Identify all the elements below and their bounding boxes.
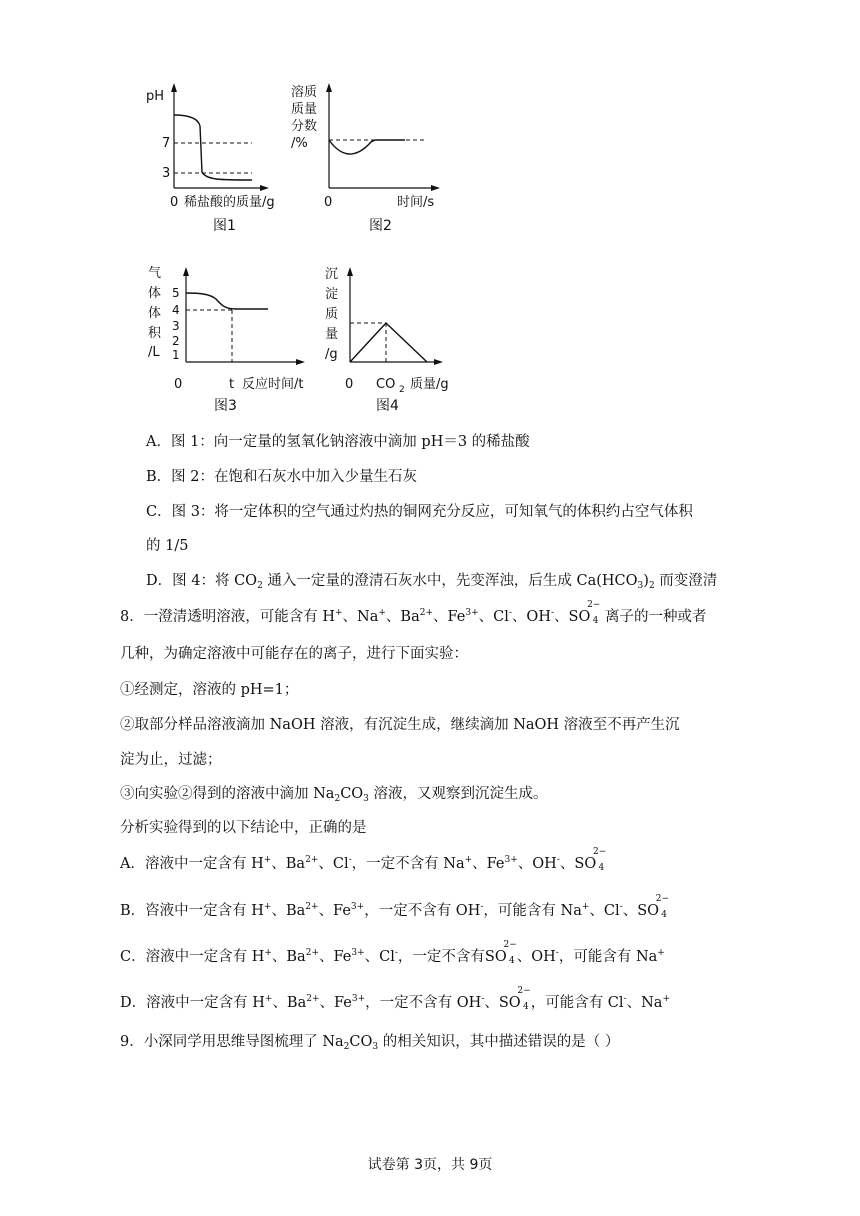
figure-2-ylabel-line-3: 分数 (291, 119, 318, 134)
q8-step-3-post: 溶液，又观察到沉淀生成。 (368, 786, 548, 802)
figure-4-ylabel-line-4: 量 (325, 327, 339, 342)
figure-3-ylabel-line-1: 气 (148, 266, 162, 281)
figure-4-graph (320, 262, 470, 422)
q8-option-c-mid2: ，可能含有 Na (558, 949, 658, 965)
q8-option-a: A．溶液中一定含有 H+、$Ba^{2+}$、Cl-，一定不含有 Na+、$Fe^{3+}$、OH-、SO 2− 4 (120, 847, 607, 873)
figure-3-ylabel-line-3: 体 (148, 306, 162, 321)
figure-2-graph (285, 80, 455, 240)
q8-option-c-pre: C．溶液中一定含有 H (120, 949, 265, 965)
q8-step-3: ③向实验②得到的溶液中滴加 $Na_2CO_3$ 溶液，又观察到沉淀生成。 (120, 786, 548, 804)
sulfate-ion: SO 2− 4 (568, 600, 601, 626)
figure-2-xlabel: 时间/s (397, 195, 435, 210)
figure-3-graph (140, 262, 320, 422)
q8-stem-line-1: 8．一澄清透明溶液，可能含有 H+、Na+、$Ba^{2+}$、$Fe^{3+}$、Cl-、OH-、SO 2− 4 离子的一种或者 (120, 600, 707, 626)
figure-3-ytick-3: 3 (172, 319, 180, 333)
figure-1-ylabel: pH (146, 89, 165, 104)
q7-option-a: A．图 1：向一定量的氢氧化钠溶液中滴加 pH＝3 的稀盐酸 (146, 434, 530, 450)
figure-3-origin: 0 (174, 377, 183, 392)
q9-stem-post: 的相关知识，其中描述错误的是（ ） (378, 1034, 620, 1050)
figure-1-xlabel: 稀盐酸的质量/g (184, 195, 275, 210)
q8-step-3-pre: ③向实验②得到的溶液中滴加 Na (120, 786, 335, 802)
q8-stem-pre: 8．一澄清透明溶液，可能含有 H (120, 609, 335, 625)
q9-stem-pre: 9．小深同学用思维导图梳理了 Na (120, 1034, 344, 1050)
figure-4-ylabel-line-5: /g (325, 347, 338, 362)
sulfate-ion: SO 2− 4 (637, 894, 670, 920)
q8-option-b: B．咨液中一定含有 H+、$Ba^{2+}$、$Fe^{3+}$，一定不含有 OH-，可能含有 Na+、Cl-、SO 2− 4 (120, 894, 670, 920)
figure-4-caption: 图4 (376, 398, 399, 414)
q8-option-b-mid: ，一定不含有 OH (364, 903, 481, 919)
q8-analysis: 分析实验得到的以下结论中，正确的是 (120, 820, 367, 836)
q8-option-b-pre: B．咨液中一定含有 H (120, 903, 264, 919)
q7-option-b: B．图 2：在饱和石灰水中加入少量生石灰 (146, 469, 417, 485)
q8-option-d-mid2: ，可能含有 Cl (530, 995, 624, 1011)
figure-4-xlabel-sub: 2 (399, 385, 405, 395)
figure-3-ylabel-line-2: 体 (148, 286, 162, 301)
q7-option-d-mid: 通入一定量的澄清石灰水中，先变浑浊，后生成 Ca(HCO (262, 573, 638, 589)
figure-4-origin: 0 (345, 377, 354, 392)
co2-subscript: 2 (257, 581, 263, 591)
figure-3-xtick-t: t (229, 377, 235, 392)
q8-option-a-pre: A．溶液中一定含有 H (120, 856, 264, 872)
q7-option-c-line-2: 的 1/5 (146, 538, 189, 554)
figure-3-ylabel-line-4: 积 (148, 326, 162, 341)
figure-1-caption: 图1 (213, 218, 236, 234)
figure-1-graph (140, 80, 275, 240)
q7-option-d: D．图 4：将 $CO_2$ 通入一定量的澄清石灰水中，先变浑浊，后生成 $Ca(HCO_3)_2$ 而变澄清 (146, 573, 718, 591)
figure-4-ylabel-line-1: 沉 (325, 267, 339, 282)
figure-2-origin: 0 (324, 195, 333, 210)
figure-4-ylabel-line-3: 质 (325, 307, 339, 322)
q8-stem-line-2: 几种，为确定溶液中可能存在的离子，进行下面实验： (120, 646, 468, 662)
figure-1-origin: 0 (170, 195, 179, 210)
q8-option-d: D．溶液中一定含有 H+、$Ba^{2+}$、$Fe^{3+}$，一定不含有 OH-、SO 2− 4 ，可能含有 Cl-、Na+ (120, 986, 670, 1012)
q8-step-2-line-1: ②取部分样品溶液滴加 NaOH 溶液，有沉淀生成，继续滴加 NaOH 溶液至不再产生沉 (120, 717, 680, 733)
q7-option-d-post: 而变澄清 (654, 573, 718, 589)
figure-3-caption: 图3 (214, 398, 237, 414)
paren-subscript: 2 (648, 581, 655, 591)
figure-3-xlabel: 反应时间/t (242, 377, 304, 392)
q8-step-1: ①经测定，溶液的 pH=1； (120, 682, 299, 698)
q8-option-b-mid2: ，可能含有 Na (483, 903, 582, 919)
q8-option-c: C．溶液中一定含有 H+、$Ba^{2+}$、$Fe^{3+}$、Cl-，一定不含有SO 2− 4 、OH-，可能含有 Na+ (120, 940, 665, 966)
q7-option-c-line-1: C．图 3：将一定体积的空气通过灼热的铜网充分反应，可知氧气的体积约占空气体积 (146, 504, 693, 520)
figure-3-ytick-5: 5 (172, 286, 180, 300)
figure-3-ytick-2: 2 (172, 334, 180, 348)
q7-option-d-pre: D．图 4：将 CO (146, 573, 258, 589)
figure-1-ytick-3: 3 (162, 166, 171, 181)
sulfate-ion: SO 2− 4 (574, 847, 607, 873)
figure-2-ylabel-line-2: 质量 (291, 102, 318, 117)
q8-option-c-mid: ，一定不含有 (397, 949, 485, 965)
sulfate-ion: SO 2− 4 (484, 940, 517, 966)
figure-1 (140, 80, 275, 240)
q8-step-2-line-2: 淀为止，过滤； (120, 752, 222, 768)
sulfate-ion: SO 2− 4 (498, 986, 531, 1012)
figure-3 (140, 262, 320, 422)
q8-option-d-mid: ，一定不含有 OH (365, 995, 482, 1011)
figure-4-ylabel-line-2: 淀 (325, 287, 339, 302)
figure-1-ytick-7: 7 (162, 136, 171, 151)
figure-2 (285, 80, 455, 240)
q8-option-a-mid: ，一定不含有 Na (351, 856, 465, 872)
figure-4-xlabel-co: CO (376, 377, 396, 392)
figure-3-ylabel-line-5: /L (148, 345, 160, 360)
figure-2-caption: 图2 (369, 218, 392, 234)
figure-2-ylabel-line-1: 溶质 (291, 85, 318, 100)
figure-2-ylabel-line-4: /% (291, 136, 308, 151)
figure-4 (320, 262, 470, 422)
q8-option-d-pre: D．溶液中一定含有 H (120, 995, 265, 1011)
q8-stem-post: 离子的一种或者 (604, 609, 707, 625)
figure-3-ytick-4: 4 (172, 303, 180, 317)
figure-4-xlabel-rest: 质量/g (410, 377, 449, 392)
figure-3-ytick-1: 1 (172, 348, 180, 362)
q9-stem: 9．小深同学用思维导图梳理了 $Na_2CO_3$ 的相关知识，其中描述错误的是（ ） (120, 1034, 620, 1052)
hco3-subscript: 3 (637, 581, 644, 591)
page-footer: 试卷第 3页，共 9页 (367, 1157, 493, 1173)
